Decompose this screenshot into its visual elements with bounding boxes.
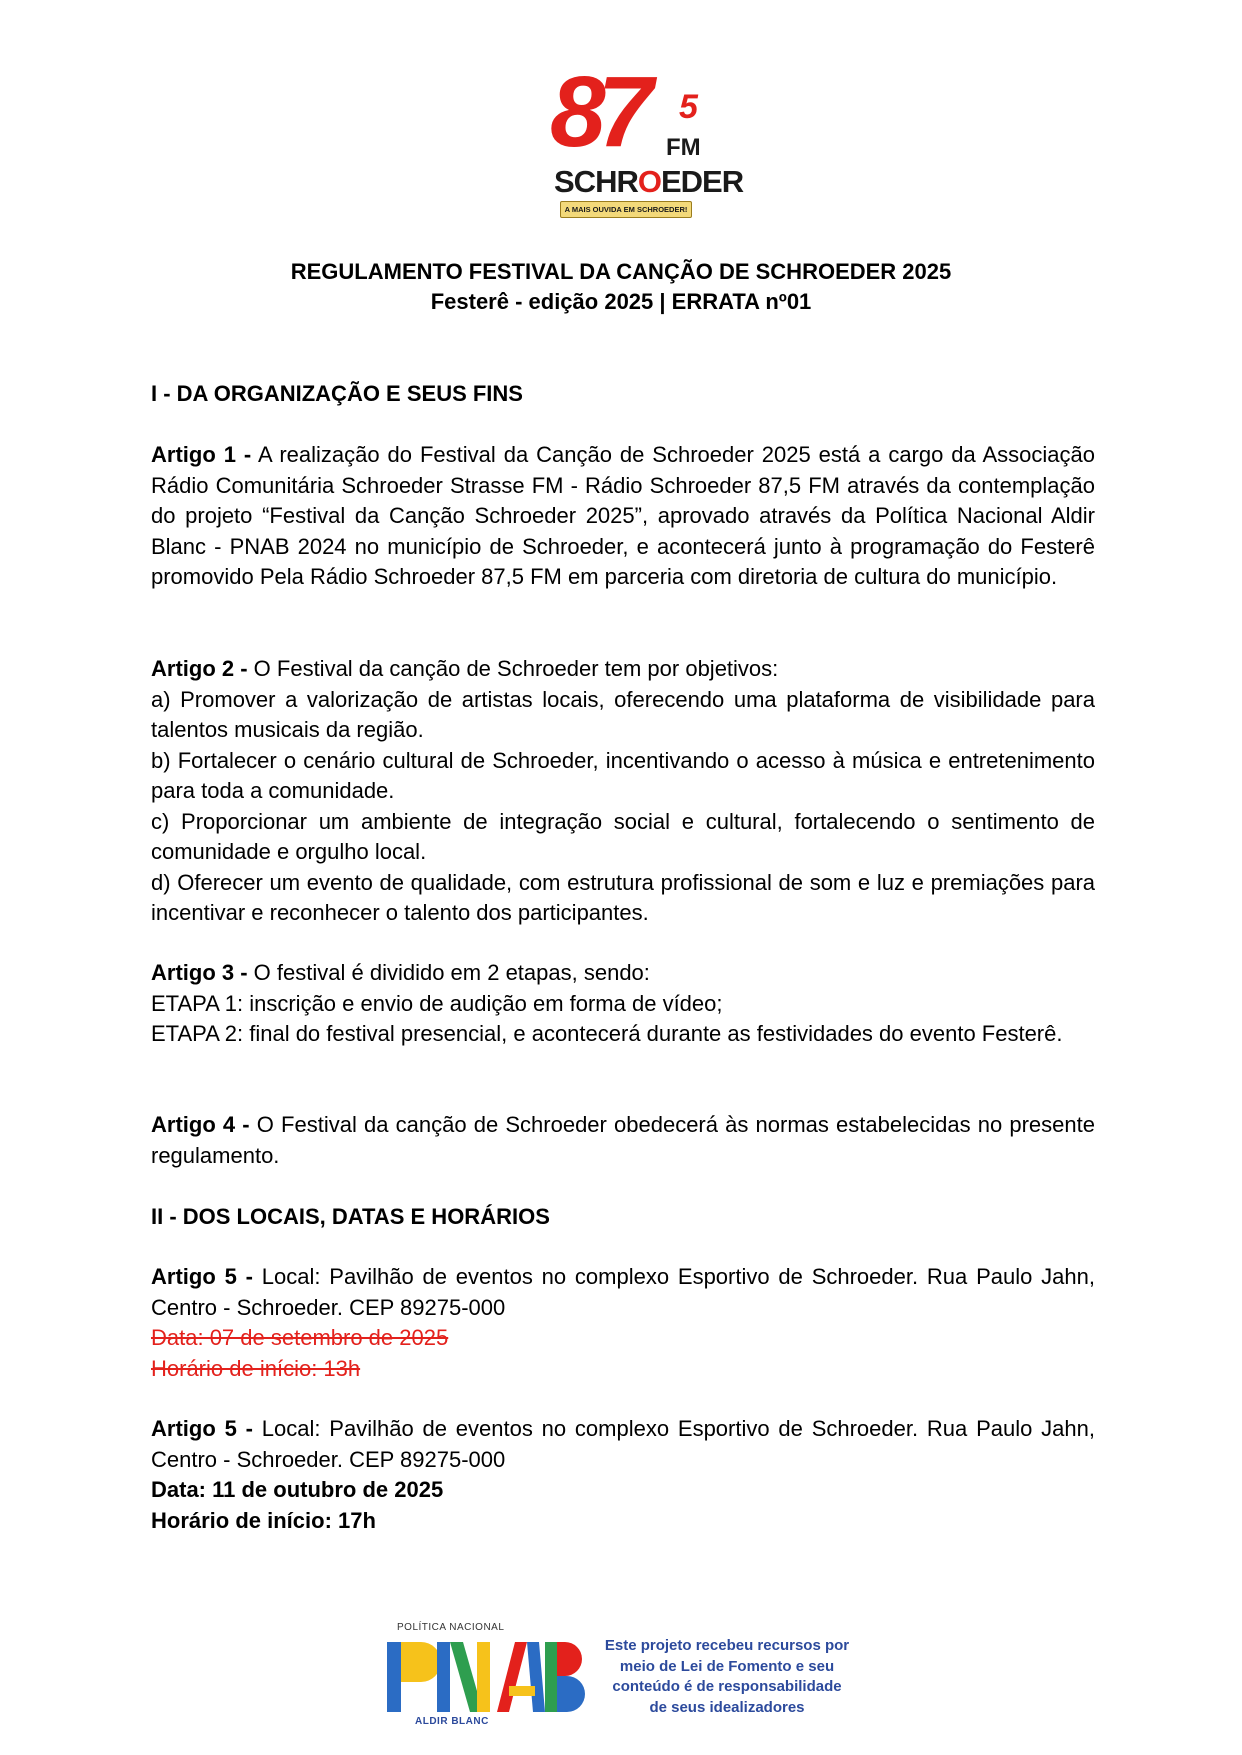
section-heading-1: I - DA ORGANIZAÇÃO E SEUS FINS [151, 381, 523, 406]
article-label: Artigo 5 - [151, 1264, 253, 1289]
objective-b: b) Fortalecer o cenário cultural de Schroeder, incentivando o acesso à música e entretenimento para toda a comunidade. [151, 747, 1095, 803]
radio-logo [548, 56, 744, 222]
struck-date: Data: 07 de setembro de 2025 [151, 1325, 449, 1350]
struck-time: Horário de início: 13h [151, 1355, 361, 1381]
logo-band: FM [666, 134, 701, 161]
logo-name-part: SCHR [554, 164, 638, 199]
logo-frequency-decimal: 5 [679, 88, 698, 126]
article-text: Local: Pavilhão de eventos no complexo Esportivo de Schroeder. Rua Paulo Jahn, Centro - Schroeder. CEP 89275-000 [151, 1416, 1095, 1472]
section-heading-2: II - DOS LOCAIS, DATAS E HORÁRIOS [151, 1204, 550, 1229]
objective-c: c) Proporcionar um ambiente de integração social e cultural, fortalecendo o sentimento de comunidade e orgulho local. [151, 808, 1095, 864]
pnab-text: PNAB [385, 1636, 388, 1637]
document-subtitle: Festerê - edição 2025 | ERRATA nº01 [430, 289, 812, 314]
pnab-wordmark-icon [385, 1636, 585, 1716]
logo-name-part: EDER [660, 164, 744, 199]
article-5-corrected [151, 1414, 1095, 1536]
article-text: O Festival da canção de Schroeder obedecerá às normas estabelecidas no presente regulamento. [151, 1112, 1095, 1168]
article-2 [151, 654, 1095, 929]
pnab-bottom-label: ALDIR BLANC [415, 1716, 489, 1727]
article-label: Artigo 5 - [151, 1416, 253, 1441]
logo-frequency: 87 [550, 56, 646, 168]
article-label: Artigo 1 - [151, 442, 252, 467]
microphone-icon: O [637, 164, 661, 199]
article-1 [151, 440, 1095, 593]
article-label: Artigo 2 - [151, 656, 248, 681]
article-label: Artigo 4 - [151, 1112, 250, 1137]
new-date: Data: 11 de outubro de 2025 [151, 1477, 444, 1502]
logo-station-name [554, 166, 743, 198]
stage-1: ETAPA 1: inscrição e envio de audição em forma de vídeo; [151, 990, 723, 1016]
article-3 [151, 958, 1095, 1050]
document-title: REGULAMENTO FESTIVAL DA CANÇÃO DE SCHROEDER 2025 [290, 259, 952, 284]
article-4 [151, 1110, 1095, 1171]
article-text: O Festival da canção de Schroeder tem por objetivos: [247, 656, 779, 681]
article-text: O festival é dividido em 2 etapas, sendo: [247, 960, 650, 985]
article-5-original [151, 1262, 1095, 1384]
stage-2: ETAPA 2: final do festival presencial, e acontecerá durante as festividades do evento Festerê. [151, 1021, 1063, 1046]
funding-note: Este projeto recebeu recursos por meio de Lei de Fomento e seu conteúdo é de responsabilidade de seus idealizadores [604, 1637, 850, 1716]
new-time: Horário de início: 17h [151, 1507, 376, 1533]
objective-d: d) Oferecer um evento de qualidade, com estrutura profissional de som e luz e premiações para incentivar e reconhecer o talento dos participantes. [151, 869, 1095, 925]
article-text: Local: Pavilhão de eventos no complexo Esportivo de Schroeder. Rua Paulo Jahn, Centro - Schroeder. CEP 89275-000 [151, 1264, 1095, 1320]
objective-a: a) Promover a valorização de artistas locais, oferecendo uma plataforma de visibilidade para talentos musicais da região. [151, 686, 1095, 742]
article-text: A realização do Festival da Canção de Schroeder 2025 está a cargo da Associação Rádio Comunitária Schroeder Strasse FM - Rádio Schroeder 87,5 FM através da contemplação do projeto “Festival da Canção Schroeder 2025”, aprovado através da Política Nacional Aldir Blanc - PNAB 2024 no município de Schroeder, e acontecerá junto à programação do Festerê promovido Pela Rádio Schroeder 87,5 FM em parceria com diretoria de cultura do município. [151, 442, 1095, 589]
pnab-top-label: POLÍTICA NACIONAL [397, 1622, 505, 1633]
article-label: Artigo 3 - [151, 960, 248, 985]
logo-tagline: A MAIS OUVIDA EM SCHROEDER! [560, 201, 692, 218]
pnab-logo [385, 1622, 585, 1732]
